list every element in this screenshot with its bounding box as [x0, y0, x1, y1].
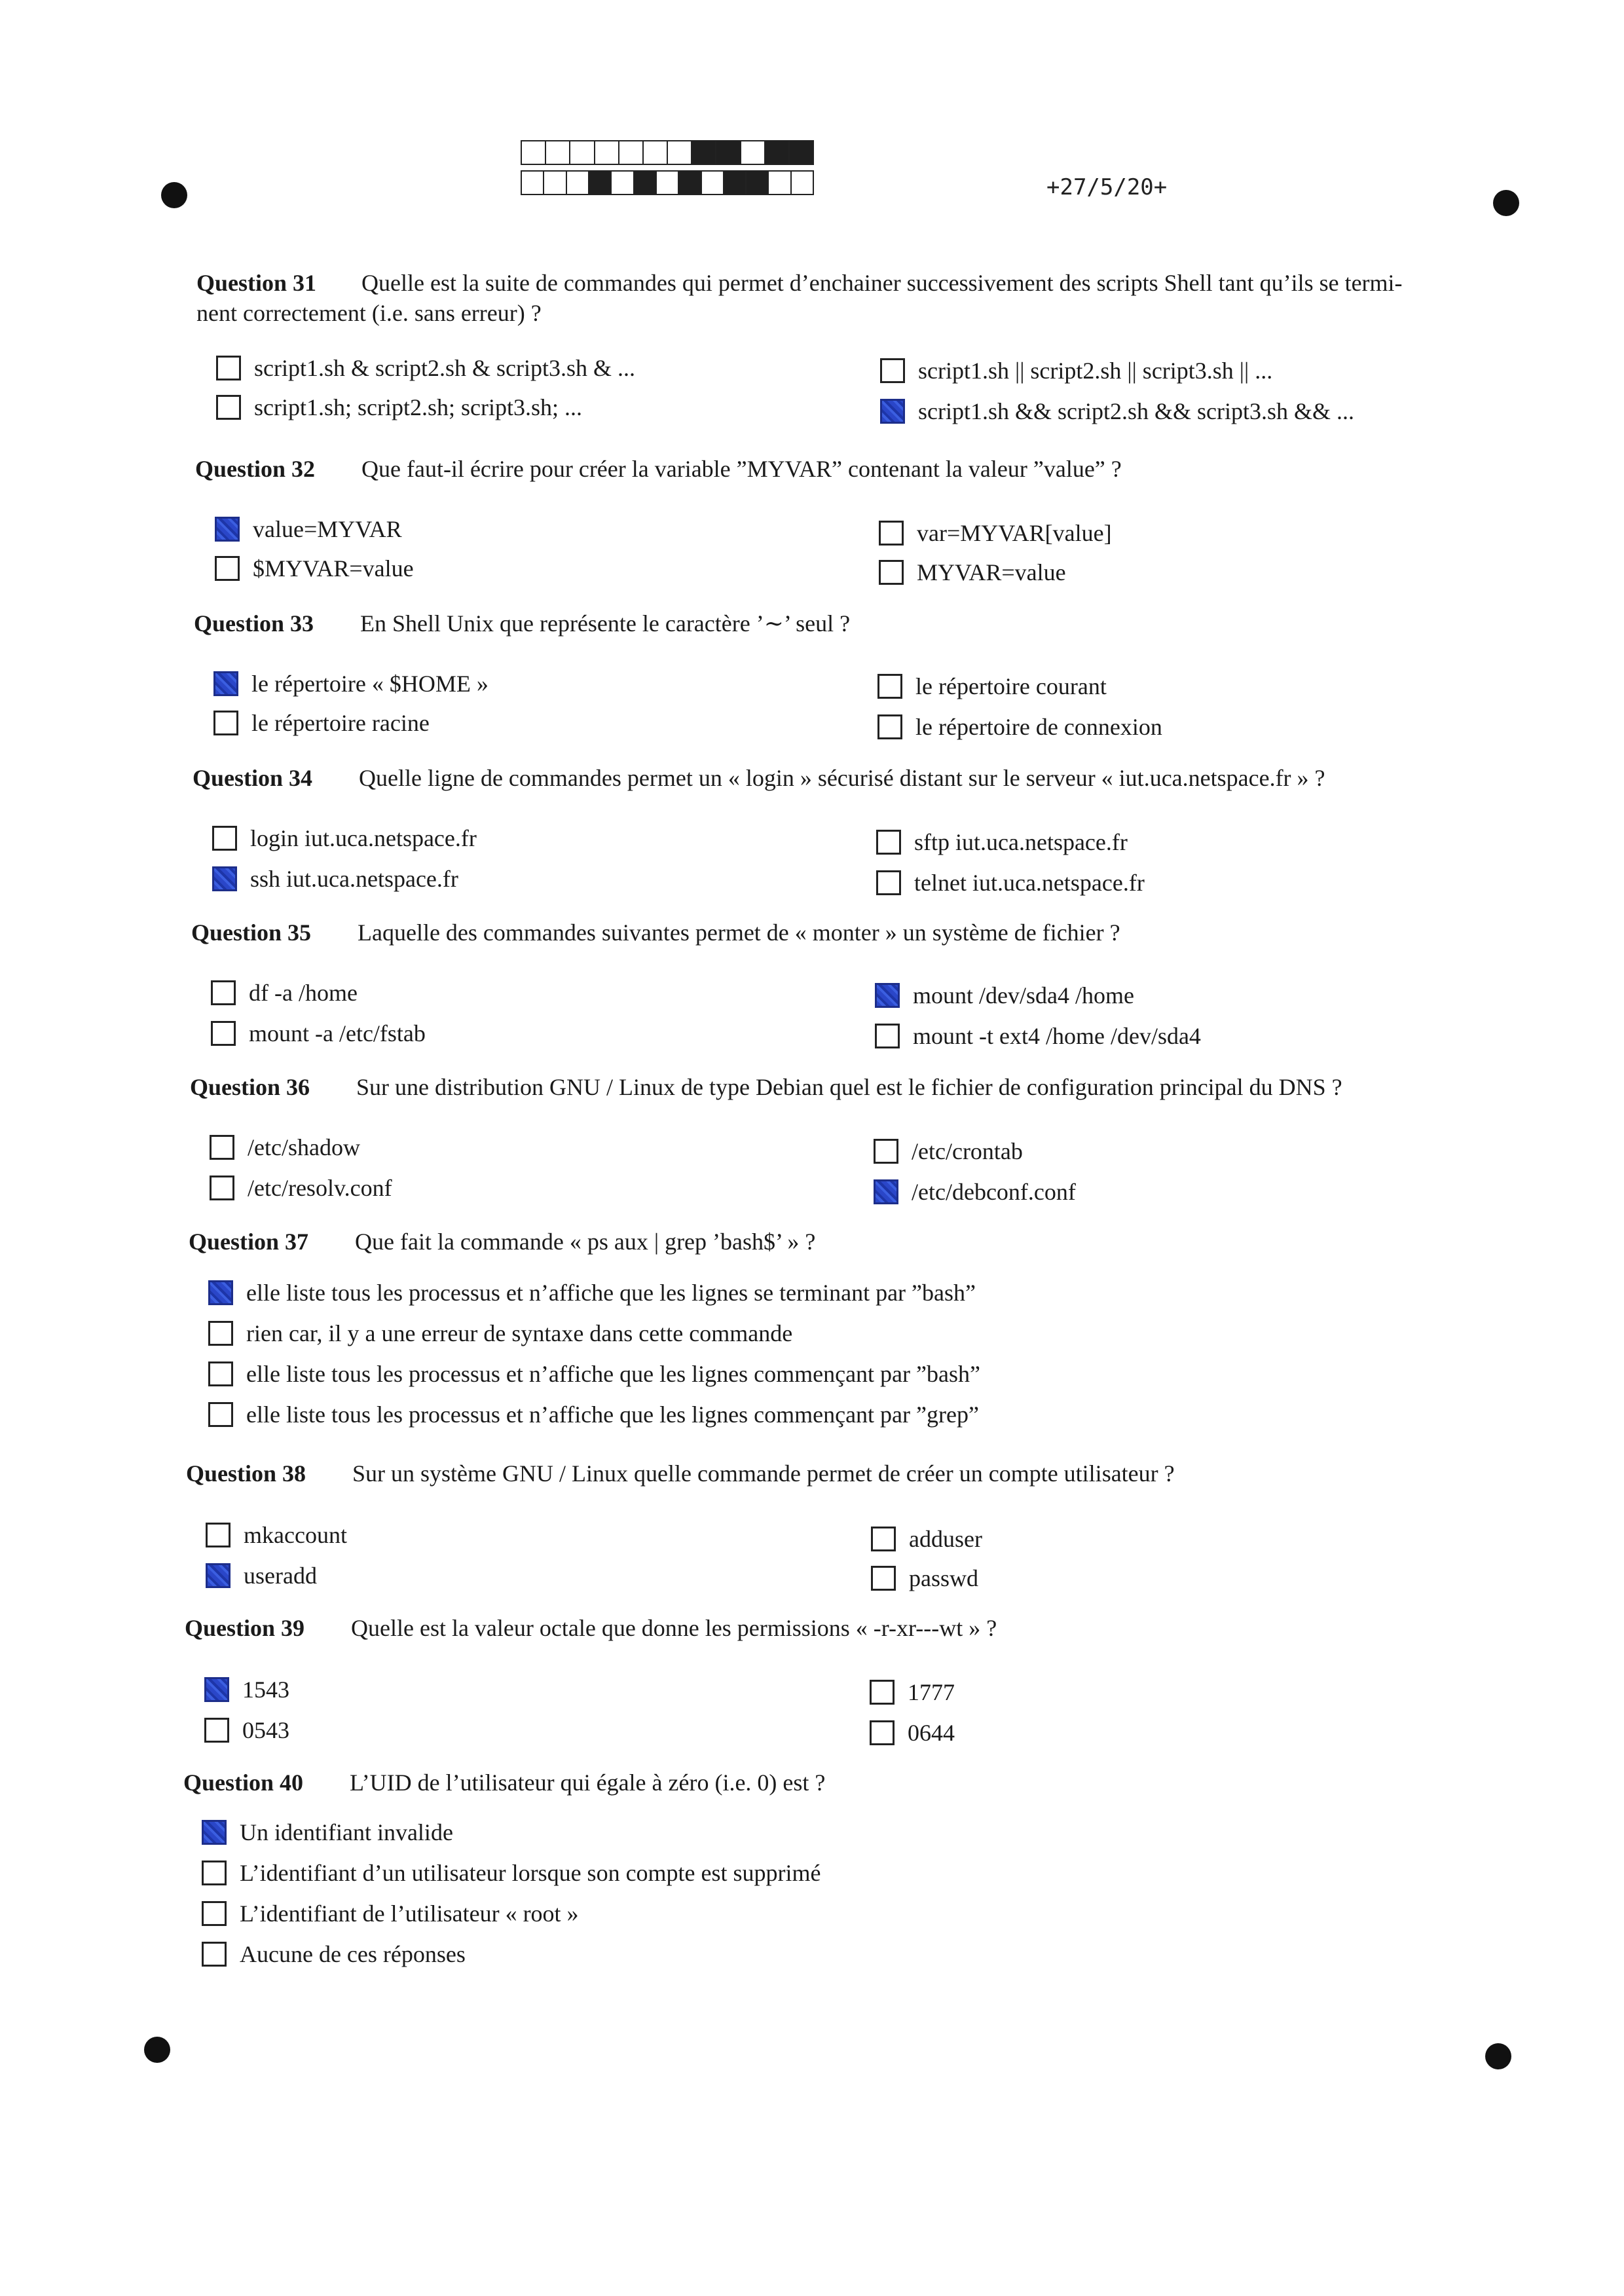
checkbox[interactable]: [208, 1402, 233, 1427]
option-d[interactable]: [202, 1938, 466, 1970]
option-c[interactable]: [870, 1676, 955, 1708]
question-text: Quelle ligne de commandes permet un « login » sécurisé distant sur le serveur « iut.uca.netspace.fr » ?: [359, 765, 1325, 791]
question-label: Question 40: [183, 1769, 304, 1796]
option-a[interactable]: [216, 352, 635, 384]
checkbox[interactable]: [216, 356, 241, 380]
question-text: Sur une distribution GNU / Linux de type Debian quel est le fichier de configuration principal du DNS ?: [356, 1074, 1342, 1100]
option-label: elle liste tous les processus et n’affiche que les lignes commençant par ”grep”: [246, 1401, 979, 1428]
barcode-cell: [655, 170, 679, 195]
barcode-cell: [618, 140, 644, 165]
question-32: [0, 454, 1624, 585]
option-d[interactable]: [877, 711, 1162, 743]
checkbox[interactable]: [880, 358, 905, 383]
option-d[interactable]: [208, 1399, 979, 1430]
checkbox[interactable]: [880, 399, 905, 424]
barcode-cell: [521, 140, 546, 165]
barcode-bottom-row: [521, 170, 813, 195]
question-label: Question 36: [190, 1074, 310, 1100]
barcode-cell: [610, 170, 634, 195]
option-label: le répertoire racine: [251, 710, 430, 736]
option-label: sftp iut.uca.netspace.fr: [914, 829, 1128, 855]
checkbox[interactable]: [206, 1563, 231, 1588]
option-label: /etc/resolv.conf: [248, 1175, 392, 1201]
option-label: Un identifiant invalide: [240, 1819, 453, 1845]
page-code: +27/5/20+: [1046, 174, 1168, 200]
question-40: [0, 1768, 1624, 1967]
option-label: mount -t ext4 /home /dev/sda4: [913, 1023, 1201, 1049]
barcode-cell: [723, 170, 747, 195]
barcode-cell: [740, 140, 766, 165]
checkbox[interactable]: [877, 714, 902, 739]
checkbox[interactable]: [212, 826, 237, 851]
checkbox[interactable]: [213, 671, 238, 696]
checkbox[interactable]: [215, 556, 240, 581]
option-label: le répertoire de connexion: [915, 714, 1162, 740]
option-label: /etc/crontab: [912, 1138, 1023, 1164]
question-label: Question 37: [189, 1229, 309, 1255]
checkbox[interactable]: [877, 674, 902, 699]
checkbox[interactable]: [202, 1901, 227, 1926]
barcode-cell: [545, 140, 570, 165]
option-label: mount -a /etc/fstab: [249, 1020, 426, 1046]
checkbox[interactable]: [874, 1179, 898, 1204]
option-a[interactable]: [211, 977, 358, 1009]
option-a[interactable]: [212, 823, 477, 854]
option-b[interactable]: [213, 707, 430, 739]
checkbox[interactable]: [213, 711, 238, 735]
option-d[interactable]: [876, 867, 1145, 898]
option-label: script1.sh; script2.sh; script3.sh; ...: [254, 394, 582, 420]
option-c[interactable]: [880, 355, 1272, 386]
option-d[interactable]: [875, 1020, 1201, 1052]
option-label: 1777: [908, 1679, 955, 1705]
option-label: elle liste tous les processus et n’affiche que les lignes se terminant par ”bash”: [246, 1280, 976, 1306]
option-a[interactable]: [202, 1817, 453, 1848]
barcode-cell: [642, 140, 668, 165]
checkbox[interactable]: [202, 1861, 227, 1885]
option-label: MYVAR=value: [917, 559, 1066, 585]
barcode-cell: [588, 170, 612, 195]
option-b[interactable]: [202, 1857, 821, 1889]
barcode-cell: [701, 170, 724, 195]
barcode-cell: [633, 170, 657, 195]
barcode-cell: [767, 170, 791, 195]
barcode-top-row: [521, 140, 813, 165]
option-b[interactable]: [211, 1018, 426, 1049]
question-text: L’UID de l’utilisateur qui égale à zéro (i.e. 0) est ?: [350, 1769, 826, 1796]
option-d[interactable]: [874, 1176, 1076, 1208]
option-label: telnet iut.uca.netspace.fr: [914, 870, 1145, 896]
option-b[interactable]: [212, 863, 458, 895]
option-b[interactable]: [215, 553, 414, 584]
checkbox[interactable]: [208, 1321, 233, 1346]
option-c[interactable]: [208, 1358, 980, 1390]
option-label: 1543: [242, 1676, 289, 1703]
checkbox[interactable]: [879, 560, 904, 585]
checkbox[interactable]: [871, 1566, 896, 1591]
question-label: Question 32: [195, 456, 316, 482]
option-label: 0543: [242, 1717, 289, 1743]
question-text: Que fait la commande « ps aux | grep ’bash$’ » ?: [355, 1229, 816, 1255]
question-text: Quelle est la suite de commandes qui permet d’enchainer successivement des scripts Shell tant qu’ils se termi-: [361, 270, 1403, 296]
option-a[interactable]: [206, 1519, 347, 1551]
checkbox[interactable]: [879, 521, 904, 546]
option-b[interactable]: [216, 392, 582, 423]
barcode-cell: [790, 170, 814, 195]
option-label: $MYVAR=value: [253, 555, 414, 582]
checkbox[interactable]: [216, 395, 241, 420]
checkbox[interactable]: [215, 517, 240, 542]
option-label: /etc/debconf.conf: [912, 1179, 1076, 1205]
checkbox[interactable]: [876, 870, 901, 895]
option-a[interactable]: [208, 1277, 976, 1308]
question-label: Question 31: [196, 270, 317, 296]
option-label: rien car, il y a une erreur de syntaxe dans cette commande: [246, 1320, 793, 1346]
option-label: script1.sh & script2.sh & script3.sh & ...: [254, 355, 635, 381]
checkbox[interactable]: [870, 1720, 895, 1745]
option-c[interactable]: [875, 980, 1134, 1011]
option-c[interactable]: [871, 1523, 982, 1555]
option-label: 0644: [908, 1720, 955, 1746]
barcode-cell: [543, 170, 566, 195]
option-label: script1.sh || script2.sh || script3.sh || ...: [918, 358, 1273, 384]
option-label: ssh iut.uca.netspace.fr: [250, 866, 458, 892]
checkbox[interactable]: [208, 1280, 233, 1305]
option-b[interactable]: [210, 1172, 392, 1204]
checkbox[interactable]: [208, 1361, 233, 1386]
option-b[interactable]: [208, 1318, 792, 1349]
option-c[interactable]: [874, 1136, 1023, 1167]
question-39: [0, 1614, 1624, 1745]
barcode-cell: [521, 170, 544, 195]
checkbox[interactable]: [876, 830, 901, 855]
option-a[interactable]: [210, 1132, 360, 1163]
option-b[interactable]: [206, 1560, 317, 1591]
question-37: [0, 1227, 1624, 1428]
question-text: Que faut-il écrire pour créer la variable ”MYVAR” contenant la valeur ”value” ?: [361, 456, 1122, 482]
question-34: [0, 764, 1624, 895]
option-label: value=MYVAR: [253, 516, 402, 542]
option-label: elle liste tous les processus et n’affiche que les lignes commençant par ”bash”: [246, 1361, 980, 1387]
checkbox[interactable]: [874, 1139, 898, 1164]
barcode-cell: [764, 140, 790, 165]
option-label: adduser: [909, 1526, 982, 1552]
option-a[interactable]: [204, 1674, 289, 1705]
checkbox[interactable]: [211, 980, 236, 1005]
option-a[interactable]: [215, 513, 402, 545]
checkbox[interactable]: [202, 1942, 227, 1967]
registration-mark-top-right: [1493, 190, 1519, 216]
option-label: passwd: [909, 1565, 978, 1591]
registration-mark-bottom-left: [144, 2037, 170, 2063]
checkbox[interactable]: [206, 1523, 231, 1547]
barcode-cell: [594, 140, 619, 165]
option-label: L’identifiant d’un utilisateur lorsque son compte est supprimé: [240, 1860, 821, 1886]
barcode-cell: [569, 140, 595, 165]
question-label: Question 39: [185, 1615, 305, 1641]
question-text: Sur un système GNU / Linux quelle commande permet de créer un compte utilisateur ?: [352, 1460, 1175, 1487]
question-33: [0, 609, 1624, 740]
option-d[interactable]: [879, 557, 1066, 588]
checkbox[interactable]: [211, 1021, 236, 1046]
checkbox[interactable]: [210, 1176, 234, 1200]
option-label: login iut.uca.netspace.fr: [250, 825, 477, 851]
option-label: Aucune de ces réponses: [240, 1941, 466, 1967]
option-label: /etc/shadow: [248, 1134, 360, 1160]
option-c[interactable]: [877, 671, 1107, 702]
checkbox[interactable]: [202, 1820, 227, 1845]
option-c[interactable]: [879, 517, 1112, 549]
barcode-cell: [745, 170, 769, 195]
barcode-cell: [678, 170, 701, 195]
barcode-cell: [788, 140, 814, 165]
question-text: Laquelle des commandes suivantes permet de « monter » un système de fichier ?: [358, 919, 1120, 946]
checkbox[interactable]: [875, 983, 900, 1008]
option-d[interactable]: [871, 1563, 978, 1594]
checkbox[interactable]: [871, 1527, 896, 1551]
option-label: mkaccount: [244, 1522, 347, 1548]
question-38: [0, 1459, 1624, 1590]
checkbox[interactable]: [210, 1135, 234, 1160]
question-label: Question 38: [186, 1460, 306, 1487]
question-label: Question 34: [193, 765, 313, 791]
option-d[interactable]: [870, 1717, 955, 1749]
option-label: L’identifiant de l’utilisateur « root »: [240, 1900, 579, 1927]
checkbox[interactable]: [870, 1680, 895, 1705]
question-text: Quelle est la valeur octale que donne les permissions « -r-xr---wt » ?: [351, 1615, 997, 1641]
question-text-continued: nent correctement (i.e. sans erreur) ?: [196, 300, 542, 326]
option-label: le répertoire courant: [915, 673, 1107, 699]
question-36: [0, 1073, 1624, 1204]
barcode-cell: [566, 170, 589, 195]
registration-mark-top-left: [161, 182, 187, 208]
option-label: var=MYVAR[value]: [917, 520, 1112, 546]
option-b[interactable]: [204, 1714, 289, 1746]
option-label: le répertoire « $HOME »: [251, 671, 489, 697]
checkbox[interactable]: [212, 866, 237, 891]
question-text: En Shell Unix que représente le caractère ’∼’ seul ?: [360, 610, 851, 637]
option-c[interactable]: [876, 826, 1128, 858]
registration-mark-bottom-right: [1485, 2043, 1511, 2069]
checkbox[interactable]: [875, 1024, 900, 1048]
question-label: Question 35: [191, 919, 312, 946]
option-c[interactable]: [202, 1898, 579, 1929]
option-label: useradd: [244, 1563, 317, 1589]
question-35: [0, 918, 1624, 1049]
barcode-cell: [715, 140, 741, 165]
option-label: mount /dev/sda4 /home: [913, 982, 1134, 1009]
question-label: Question 33: [194, 610, 314, 637]
option-label: script1.sh && script2.sh && script3.sh && ...: [918, 398, 1354, 424]
option-a[interactable]: [213, 668, 489, 699]
question-31: [0, 268, 1624, 424]
option-label: df -a /home: [249, 980, 358, 1006]
checkbox[interactable]: [204, 1677, 229, 1702]
barcode-cell: [691, 140, 716, 165]
barcode-cell: [667, 140, 692, 165]
option-d[interactable]: [880, 396, 1354, 427]
checkbox[interactable]: [204, 1718, 229, 1743]
